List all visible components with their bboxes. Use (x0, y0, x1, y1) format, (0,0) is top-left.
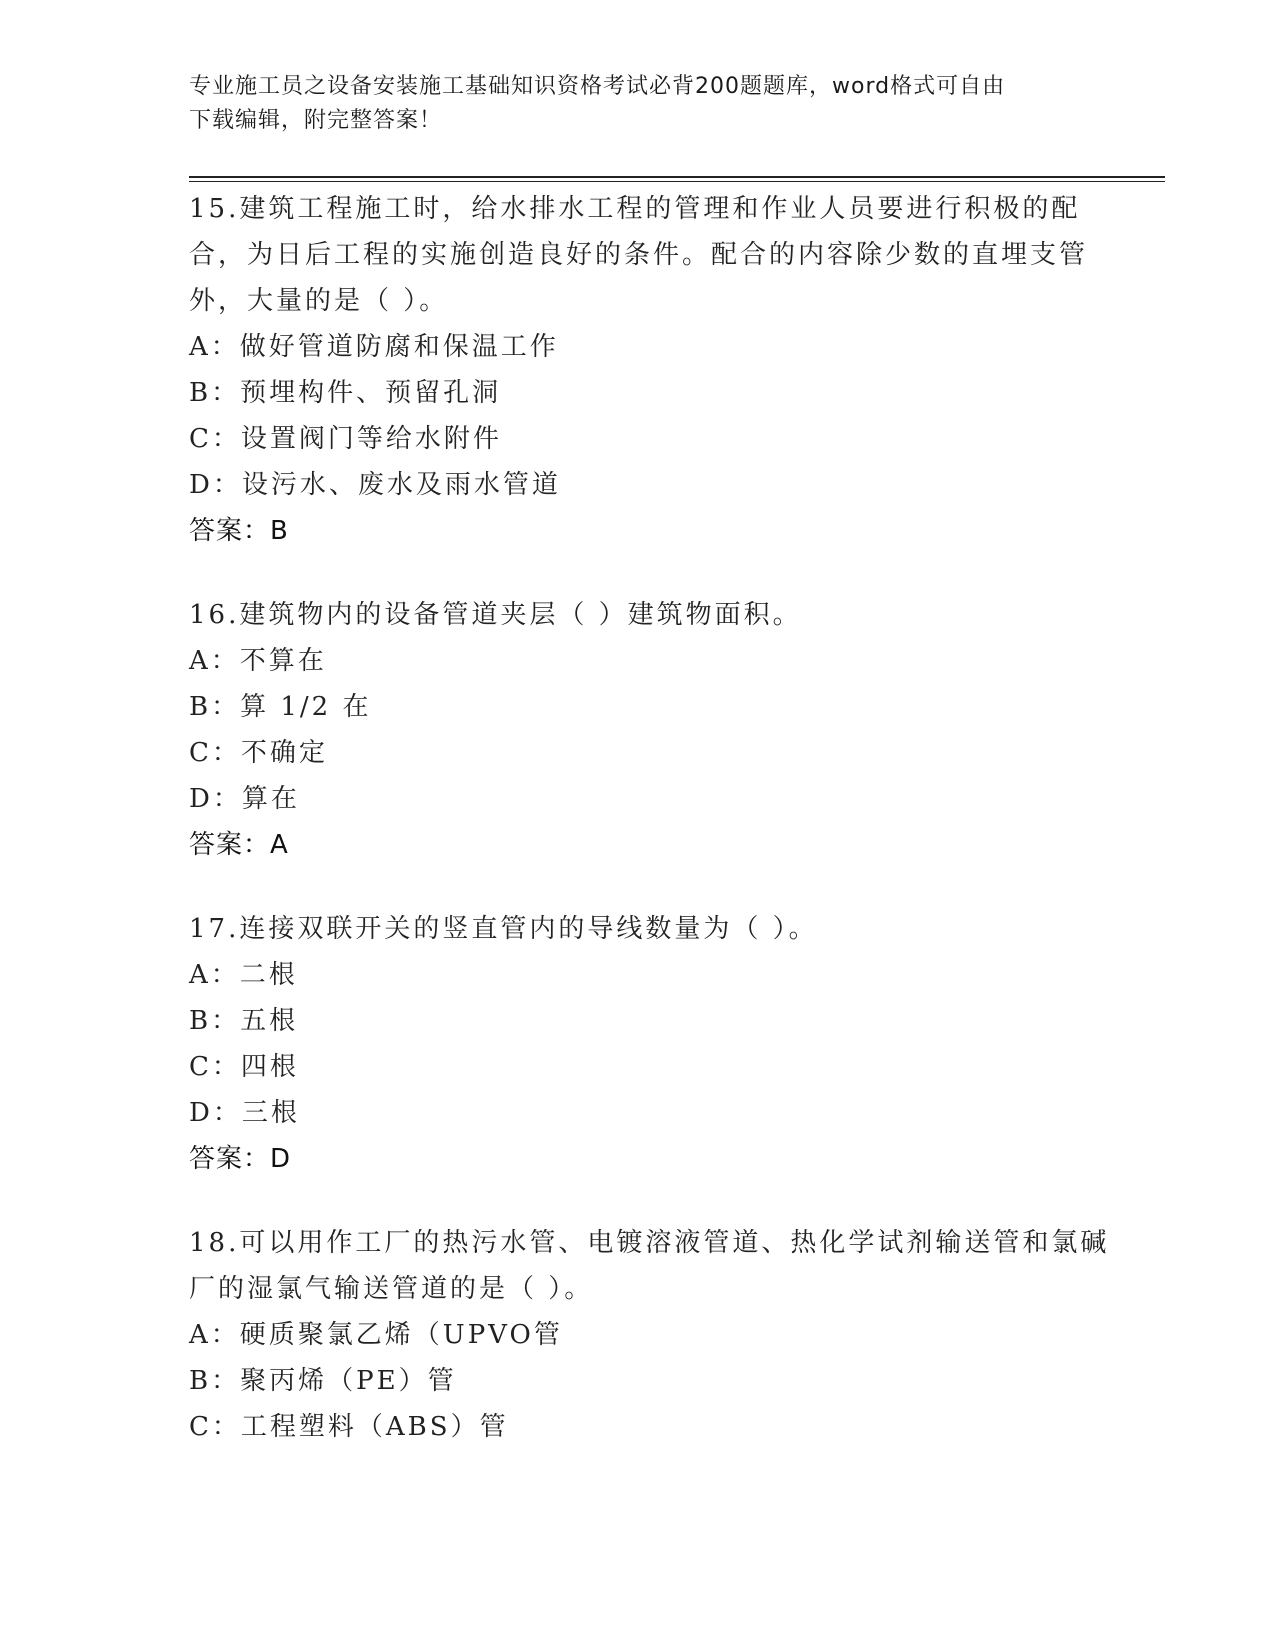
option-d: D：三根 (189, 1098, 300, 1128)
question-spacer (189, 554, 1119, 592)
question-18 (189, 1220, 1119, 1450)
question-17 (189, 906, 1119, 1182)
option-c: C：设置阀门等给水附件 (189, 424, 502, 454)
answer-label: 答案：B (189, 516, 289, 546)
answer-label: 答案：D (189, 1144, 292, 1174)
option-b: B：聚丙烯（PE）管 (189, 1366, 457, 1396)
document-header-title: 专业施工员之设备安装施工基础知识资格考试必背200题题库，word格式可自由 下载编辑，附完整答案！ (189, 74, 1006, 133)
option-a: A：硬质聚氯乙烯（UPVO管 (189, 1320, 563, 1350)
option-b: B：算 1/2 在 (189, 692, 372, 722)
question-16 (189, 592, 1119, 868)
question-stem: 16.建筑物内的设备管道夹层（ ）建筑物面积。 (189, 600, 802, 630)
option-a: A：做好管道防腐和保温工作 (189, 332, 559, 362)
header-divider (189, 176, 1165, 182)
answer-label: 答案：A (189, 830, 289, 860)
question-stem: 17.连接双联开关的竖直管内的导线数量为（ ）。 (189, 914, 818, 944)
option-b: B：预埋构件、预留孔洞 (189, 378, 502, 408)
question-15 (189, 186, 1119, 554)
option-c: C：工程塑料（ABS）管 (189, 1412, 509, 1442)
question-stem: 15.建筑工程施工时，给水排水工程的管理和作业人员要进行积极的配合，为日后工程的实施创造良好的条件。配合的内容除少数的直埋支管外，大量的是（ ）。 (189, 194, 1089, 316)
question-spacer (189, 868, 1119, 906)
option-b: B：五根 (189, 1006, 299, 1036)
option-d: D：算在 (189, 784, 300, 814)
question-spacer (189, 1182, 1119, 1220)
option-d: D：设污水、废水及雨水管道 (189, 470, 561, 500)
option-a: A：不算在 (189, 646, 327, 676)
option-c: C：四根 (189, 1052, 299, 1082)
question-stem: 18.可以用作工厂的热污水管、电镀溶液管道、热化学试剂输送管和氯碱厂的湿氯气输送管道的是（ ）。 (189, 1228, 1110, 1304)
option-a: A：二根 (189, 960, 298, 990)
option-c: C：不确定 (189, 738, 328, 768)
question-list (189, 186, 1119, 1450)
